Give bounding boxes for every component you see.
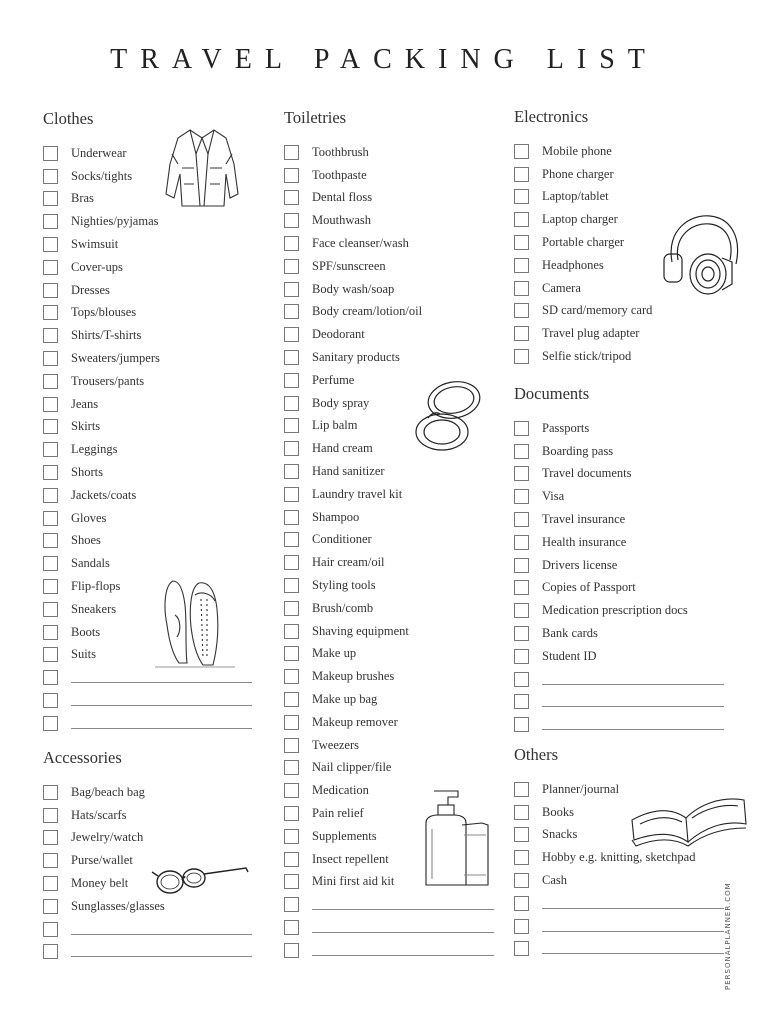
item-label: Underwear [71,145,127,160]
item-label: Flip-flops [71,579,121,594]
checkbox[interactable] [514,827,529,842]
write-in-line[interactable] [542,953,724,954]
checkbox[interactable] [514,144,529,159]
checkbox[interactable] [284,852,299,867]
item-label: Nighties/pyjamas [71,214,159,229]
checklist-item [514,531,729,554]
item-label: Mini first aid kit [312,874,395,889]
checklist-item [514,554,729,577]
write-in-line[interactable] [542,931,724,932]
checkbox[interactable] [514,782,529,797]
item-label: Makeup remover [312,714,398,729]
item-label: SD card/memory card [542,303,653,318]
checklist-item [284,483,499,506]
checklist-item [284,551,499,574]
checklist-item [43,781,258,804]
page-title: TRAVEL PACKING LIST [110,44,658,75]
checkbox[interactable] [284,168,299,183]
checkbox[interactable] [284,829,299,844]
item-label: Gloves [71,510,107,525]
checkbox[interactable] [43,670,58,685]
item-label: Pain relief [312,806,364,820]
checkbox[interactable] [514,349,529,364]
checklist-item [43,279,258,302]
checkbox[interactable] [43,533,58,548]
item-label: Toothpaste [312,167,367,182]
checklist-item [43,324,258,347]
clothes-heading: Clothes [43,109,94,128]
section-documents [514,384,729,736]
item-label: Medication [312,783,369,798]
checklist-item [514,322,729,345]
checkbox[interactable] [514,941,529,956]
item-label: Phone charger [542,166,614,181]
blank-checklist-item [284,939,499,962]
checklist-item [43,416,258,439]
write-in-line[interactable] [312,932,494,933]
checkbox[interactable] [514,466,529,481]
checkbox[interactable] [514,896,529,911]
item-label: Shampoo [312,509,360,524]
shoes-illustration [155,575,235,670]
checkbox[interactable] [43,785,58,800]
item-label: Cash [542,873,567,888]
checklist-item [43,393,258,416]
checkbox[interactable] [514,421,529,436]
checklist-item [284,665,499,688]
checkbox[interactable] [284,601,299,616]
item-label: Lip balm [312,418,358,433]
item-label: Styling tools [312,578,376,593]
blank-checklist-item [514,668,729,691]
item-label: Portable charger [542,235,625,250]
write-in-line[interactable] [71,934,252,935]
electronics-heading: Electronics [514,107,589,126]
item-label: Camera [542,280,581,295]
item-label: Shirts/T-shirts [71,328,142,343]
item-label: Shorts [71,465,103,480]
checkbox[interactable] [514,212,529,227]
footer-url: PERSONALPLANNER.COM [724,882,732,990]
checklist-item [284,460,499,483]
checklist-item [284,278,499,301]
blank-checklist-item [284,916,499,939]
checkbox[interactable] [514,512,529,527]
checklist-item [514,300,729,323]
checklist-item [284,232,499,255]
checklist-item [284,209,499,232]
checkbox[interactable] [43,922,58,937]
item-label: Body wash/soap [312,281,395,296]
item-label: Deodorant [312,327,365,342]
write-in-line[interactable] [71,956,252,957]
item-label: Planner/journal [542,781,620,796]
item-label: Headphones [542,257,604,272]
blank-checklist-item [514,691,729,714]
item-label: Leggings [71,442,118,457]
item-label: Tops/blouses [71,305,137,320]
item-label: Dental floss [312,190,373,205]
checkbox[interactable] [284,738,299,753]
checkbox[interactable] [43,442,58,457]
item-label: Travel insurance [542,512,626,527]
checkbox[interactable] [514,303,529,318]
checkbox[interactable] [43,808,58,823]
checklist-item [284,255,499,278]
checklist-item [43,804,258,827]
checkbox[interactable] [514,672,529,687]
item-label: Nail clipper/file [312,760,392,775]
item-label: Suits [71,647,97,662]
checkbox[interactable] [284,532,299,547]
checklist-item [514,186,729,209]
checkbox[interactable] [514,717,529,732]
checkbox[interactable] [284,555,299,570]
checkbox[interactable] [43,305,58,320]
checklist-item [43,438,258,461]
checkbox[interactable] [514,580,529,595]
item-label: Swimsuit [71,237,119,252]
checkbox[interactable] [284,510,299,525]
checkbox[interactable] [43,899,58,914]
checklist-item [514,440,729,463]
item-label: Selfie stick/tripod [542,349,632,364]
checkbox[interactable] [514,850,529,865]
write-in-line[interactable] [542,729,724,730]
checkbox[interactable] [43,237,58,252]
checkbox[interactable] [43,260,58,275]
others-heading: Others [514,745,558,764]
checkbox[interactable] [514,326,529,341]
compact-mirror-illustration [412,376,487,456]
checkbox[interactable] [43,328,58,343]
item-label: Boots [71,624,101,639]
checkbox[interactable] [284,464,299,479]
checklist-item [43,507,258,530]
write-in-line[interactable] [71,705,252,706]
checkbox[interactable] [284,578,299,593]
checklist-item [284,711,499,734]
documents-heading: Documents [514,384,590,403]
checklist-item [284,506,499,529]
checkbox[interactable] [514,694,529,709]
item-label: Books [542,804,574,819]
item-label: Bank cards [542,626,598,641]
item-label: Cover-ups [71,259,123,274]
checkbox[interactable] [43,169,58,184]
checkbox[interactable] [284,418,299,433]
item-label: Jewelry/watch [71,830,144,845]
item-label: Money belt [71,876,129,891]
blank-checklist-item [43,941,258,964]
item-label: Shaving equipment [312,623,409,638]
item-label: Hair cream/oil [312,555,385,570]
checkbox[interactable] [43,579,58,594]
item-label: Snacks [542,827,578,842]
checklist-item [514,622,729,645]
checkbox[interactable] [43,351,58,366]
checklist-item [284,574,499,597]
checkbox[interactable] [43,465,58,480]
checklist-item [284,141,499,164]
item-label: Travel plug adapter [542,326,640,341]
write-in-line[interactable] [312,909,494,910]
checklist-item [514,645,729,668]
checkbox[interactable] [284,874,299,889]
item-label: Laptop charger [542,212,618,227]
item-label: Body spray [312,395,370,410]
item-label: Hobby e.g. knitting, sketchpad [542,850,696,865]
item-label: Conditioner [312,532,372,547]
checklist-item [514,345,729,368]
headphones-illustration [660,210,745,298]
item-label: Makeup brushes [312,669,395,684]
checkbox[interactable] [43,602,58,617]
item-label: Dresses [71,282,110,297]
checkbox[interactable] [284,236,299,251]
checkbox[interactable] [514,558,529,573]
checkbox[interactable] [43,146,58,161]
checklist-item [43,302,258,325]
checkbox[interactable] [43,511,58,526]
item-label: Drivers license [542,557,618,572]
checkbox[interactable] [284,213,299,228]
blank-checklist-item [284,893,499,916]
item-label: Jeans [71,396,99,411]
checkbox[interactable] [284,282,299,297]
checklist-item [284,187,499,210]
item-label: Hats/scarfs [71,807,127,822]
item-label: Brush/comb [312,600,374,615]
item-label: Perfume [312,372,355,387]
checkbox[interactable] [284,396,299,411]
checkbox[interactable] [43,488,58,503]
checklist-item [514,869,729,892]
item-label: Laptop/tablet [542,189,609,204]
blank-checklist-item [514,938,729,961]
sunglasses-illustration [150,862,250,898]
checklist-item [43,552,258,575]
checkbox[interactable] [514,873,529,888]
checkbox[interactable] [43,830,58,845]
item-label: Supplements [312,828,377,843]
checklist-item [514,577,729,600]
checkbox[interactable] [284,259,299,274]
checkbox[interactable] [284,806,299,821]
item-label: Toothbrush [312,144,369,159]
checklist-item [43,233,258,256]
item-label: Make up [312,646,357,661]
checklist-item [514,485,729,508]
item-label: Medication prescription docs [542,603,688,618]
checkbox[interactable] [514,235,529,250]
blank-checklist-item [43,712,258,735]
item-label: Trousers/pants [71,373,145,388]
checkbox[interactable] [284,760,299,775]
blank-checklist-item [43,918,258,941]
checklist-item [43,256,258,279]
item-label: Make up bag [312,692,378,707]
blank-checklist-item [514,915,729,938]
item-label: Face cleanser/wash [312,236,409,251]
checkbox[interactable] [514,281,529,296]
accessories-heading: Accessories [43,748,122,767]
item-label: Boarding pass [542,443,614,458]
checklist-item [43,370,258,393]
checkbox[interactable] [514,489,529,504]
item-label: Socks/tights [71,168,133,183]
checkbox[interactable] [43,419,58,434]
item-label: Student ID [542,648,597,663]
checkbox[interactable] [43,944,58,959]
checkbox[interactable] [43,556,58,571]
checkbox[interactable] [43,853,58,868]
item-label: Copies of Passport [542,580,636,595]
write-in-line[interactable] [71,682,252,683]
checkbox[interactable] [514,805,529,820]
checkbox[interactable] [284,624,299,639]
item-label: Sanitary products [312,350,400,365]
checklist-item [514,846,729,869]
pump-bottle-illustration [418,785,493,893]
checkbox[interactable] [43,214,58,229]
checkbox[interactable] [43,283,58,298]
checkbox[interactable] [284,304,299,319]
checklist-item [514,163,729,186]
checkbox[interactable] [284,783,299,798]
checkbox[interactable] [43,374,58,389]
checklist-item [43,827,258,850]
checklist-item [284,620,499,643]
checkbox[interactable] [43,397,58,412]
checklist-item [514,508,729,531]
blank-checklist-item [514,713,729,736]
item-label: Sneakers [71,601,117,616]
write-in-line[interactable] [542,908,724,909]
checkbox[interactable] [284,943,299,958]
checkbox[interactable] [514,258,529,273]
checkbox[interactable] [284,920,299,935]
checkbox[interactable] [43,876,58,891]
item-label: Mobile phone [542,143,612,158]
checkbox[interactable] [514,189,529,204]
checklist-item [284,597,499,620]
checkbox[interactable] [284,692,299,707]
checklist-item [284,164,499,187]
checkbox[interactable] [284,487,299,502]
checklist-item [284,346,499,369]
checkbox[interactable] [514,535,529,550]
checklist-item [284,301,499,324]
item-label: Health insurance [542,534,627,549]
item-label: Travel documents [542,466,632,481]
checkbox[interactable] [284,145,299,160]
section-accessories [43,748,258,963]
item-label: Passports [542,420,590,435]
checklist-item [43,530,258,553]
checklist-item [284,323,499,346]
item-label: Sweaters/jumpers [71,351,160,366]
item-label: Sunglasses/glasses [71,898,165,913]
jacket-illustration [160,124,245,214]
checkbox[interactable] [43,716,58,731]
checkbox[interactable] [514,444,529,459]
toiletries-heading: Toiletries [284,108,347,127]
checklist-item [43,461,258,484]
checkbox[interactable] [284,715,299,730]
checklist-item [284,643,499,666]
checkbox[interactable] [43,191,58,206]
checklist-item [284,757,499,780]
write-in-line[interactable] [542,706,724,707]
checkbox[interactable] [514,919,529,934]
item-label: SPF/sunscreen [312,258,386,273]
book-illustration [628,778,750,848]
checklist-item [43,484,258,507]
checkbox[interactable] [284,190,299,205]
blank-checklist-item [514,892,729,915]
checkbox[interactable] [43,693,58,708]
checkbox[interactable] [284,646,299,661]
blank-checklist-item [43,689,258,712]
checklist-item [284,734,499,757]
checklist-item [514,417,729,440]
checklist-item [514,140,729,163]
item-label: Bag/beach bag [71,784,145,799]
item-label: Hand cream [312,441,373,456]
item-label: Visa [542,489,565,504]
item-label: Jackets/coats [71,487,137,502]
checkbox[interactable] [43,625,58,640]
item-label: Tweezers [312,737,360,752]
checklist-item [284,688,499,711]
checkbox[interactable] [284,441,299,456]
item-label: Insect repellent [312,851,389,866]
write-in-line[interactable] [542,684,724,685]
write-in-line[interactable] [312,955,494,956]
checkbox[interactable] [284,897,299,912]
checklist-item [43,895,258,918]
write-in-line[interactable] [71,728,252,729]
checklist-item [514,599,729,622]
item-label: Sandals [71,556,110,571]
checkbox[interactable] [284,350,299,365]
checkbox[interactable] [514,649,529,664]
checkbox[interactable] [514,603,529,618]
item-label: Shoes [71,533,101,548]
checklist-item [514,463,729,486]
item-label: Bras [71,191,94,206]
item-label: Mouthwash [312,213,372,228]
checkbox[interactable] [284,327,299,342]
checkbox[interactable] [284,373,299,388]
checkbox[interactable] [284,669,299,684]
checkbox[interactable] [514,167,529,182]
item-label: Skirts [71,419,101,434]
checklist-item [43,347,258,370]
item-label: Body cream/lotion/oil [312,304,423,319]
item-label: Purse/wallet [71,853,133,868]
checklist-item [284,529,499,552]
item-label: Hand sanitizer [312,464,385,479]
checkbox[interactable] [514,626,529,641]
item-label: Laundry travel kit [312,486,403,501]
checkbox[interactable] [43,647,58,662]
